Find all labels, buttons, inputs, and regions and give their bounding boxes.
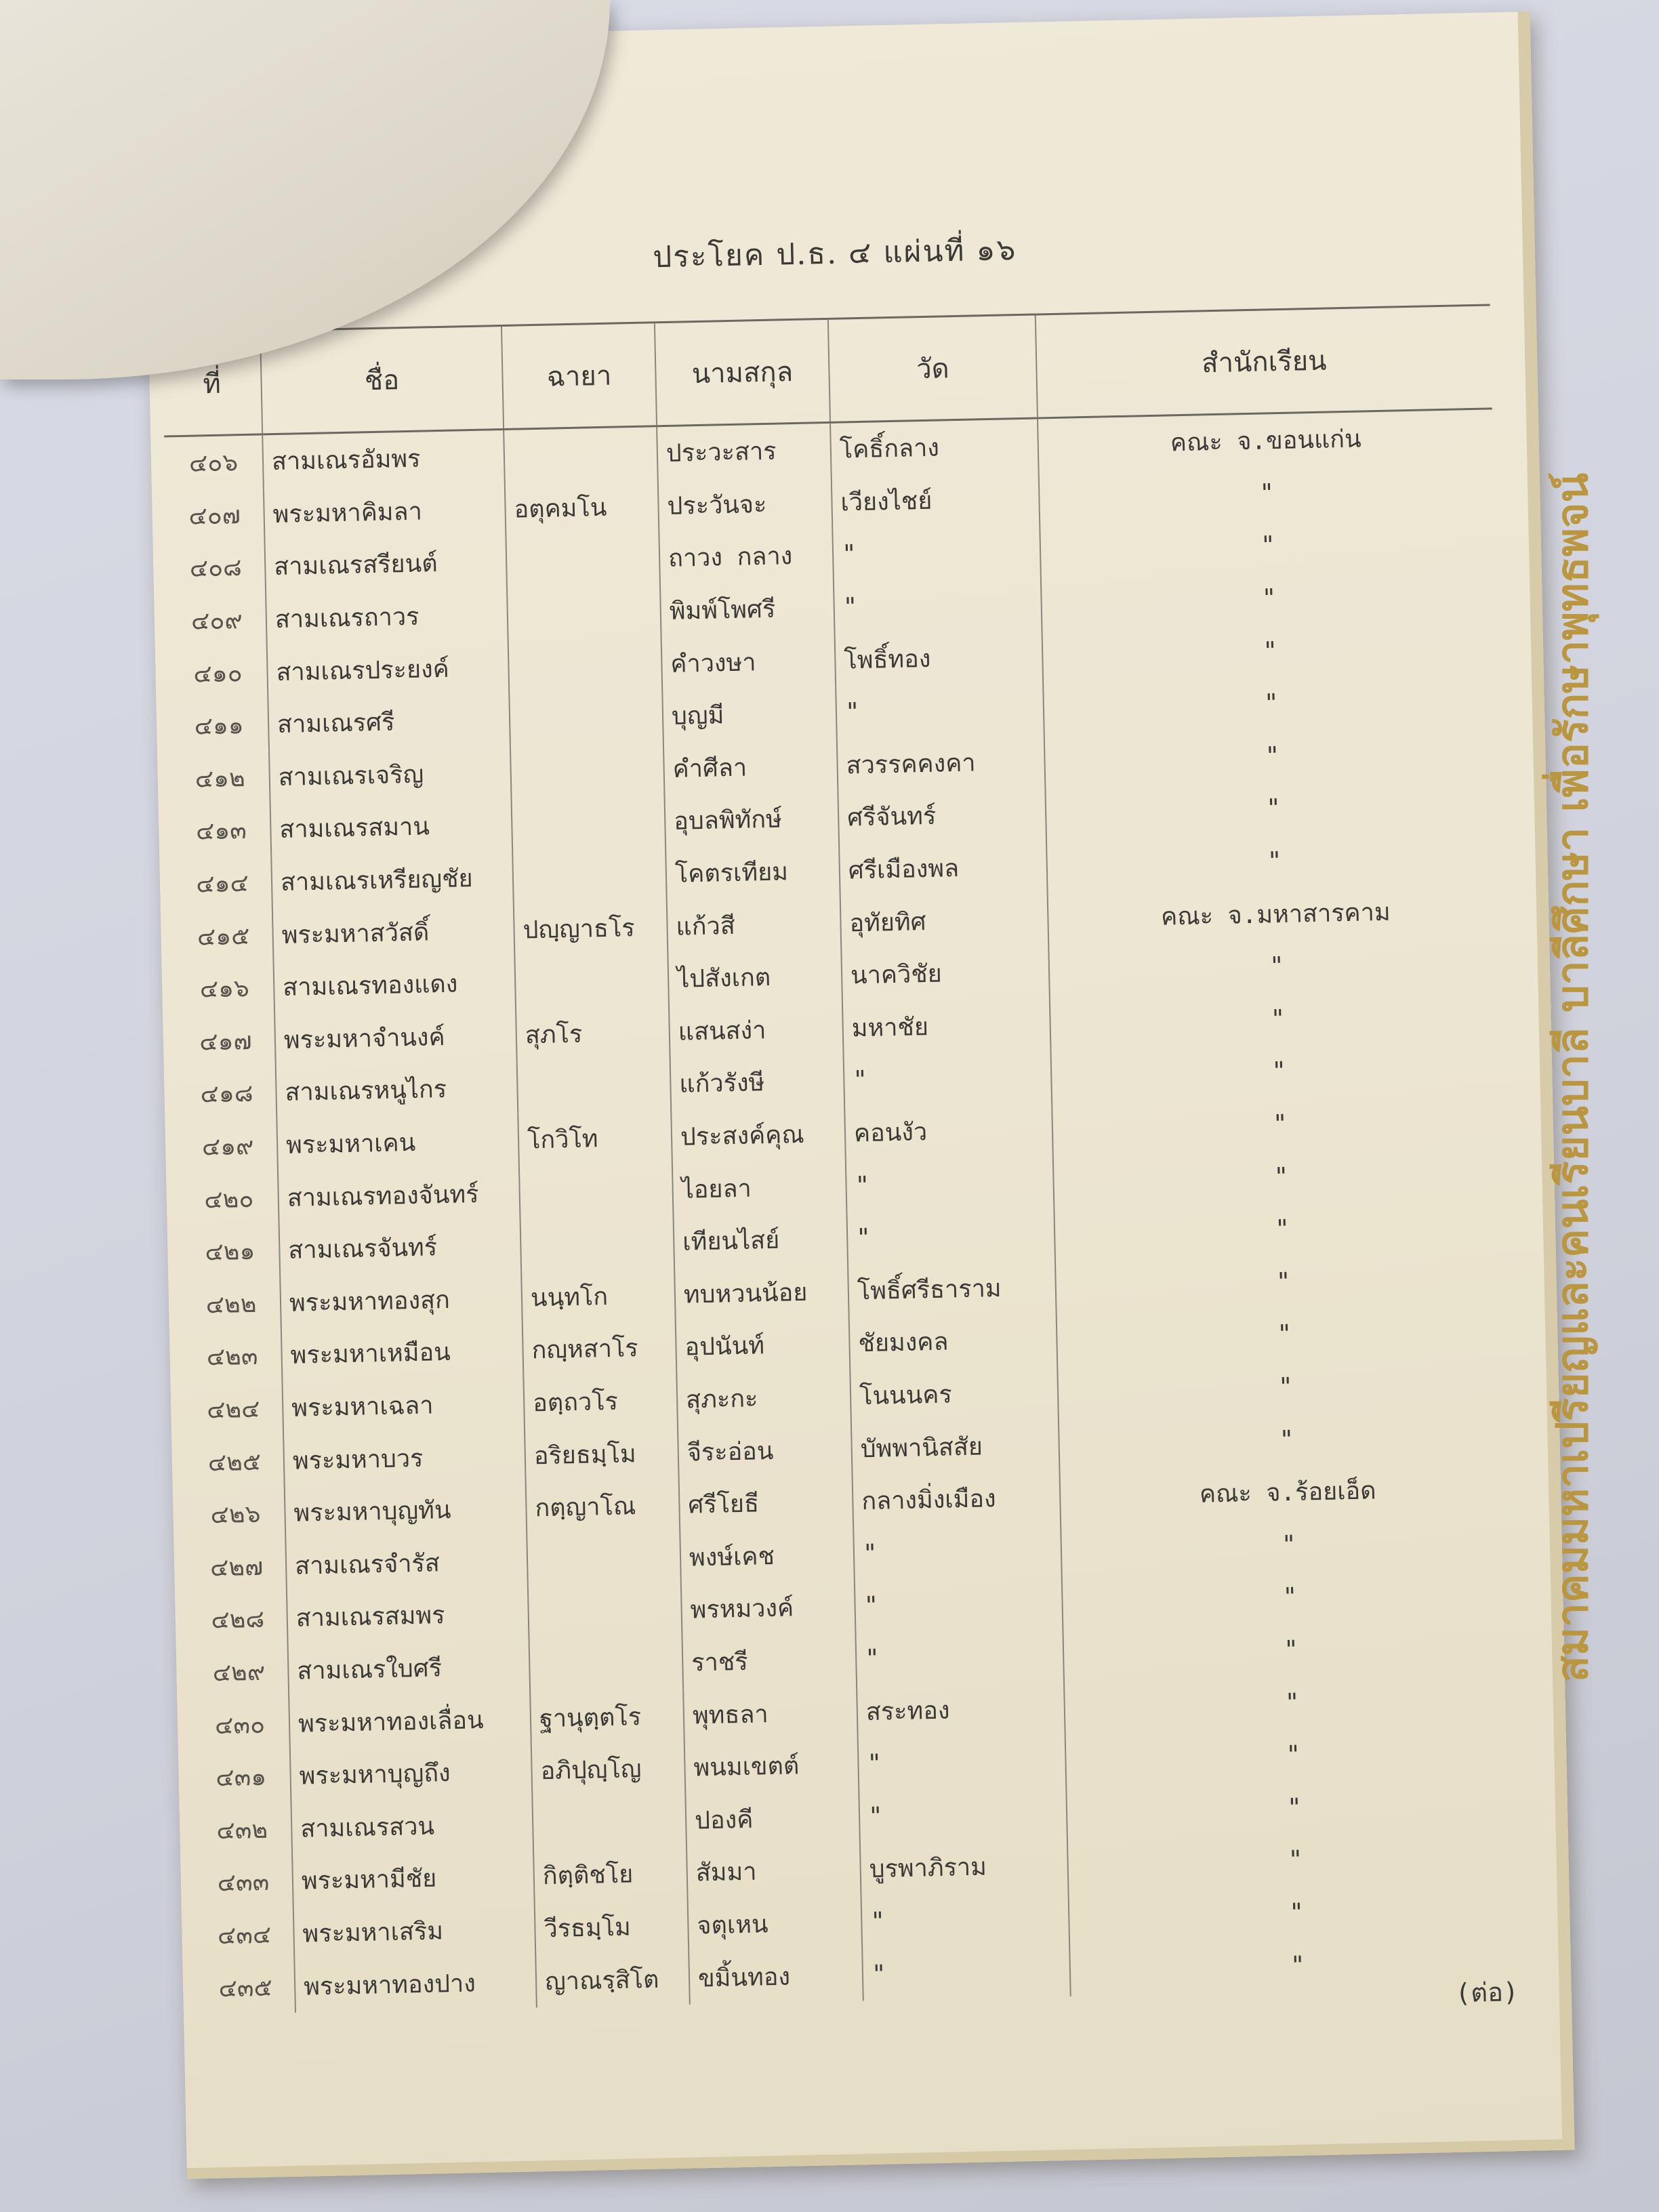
cell-wat: ชัยมงคล: [849, 1313, 1058, 1370]
cell-wat: โนนนคร: [850, 1366, 1059, 1422]
cell-surname: โคตรเทียม: [665, 844, 840, 900]
cell-school: ": [1043, 672, 1498, 735]
cell-name: สามเณรสมพร: [287, 1587, 529, 1645]
cell-chaya: [509, 690, 663, 745]
cell-surname: พิมพ์โพศรี: [660, 581, 835, 638]
cell-name: สามเณรจันทร์: [279, 1219, 522, 1277]
cell-school: ": [1050, 988, 1505, 1050]
cell-no: ๔๓๒: [216, 1816, 268, 1845]
cell-wat: เวียงไชย์: [832, 472, 1040, 529]
cell-school: ": [1052, 1093, 1507, 1155]
cell-surname: อุปนันท์: [676, 1317, 851, 1374]
cell-surname: บุญมี: [662, 687, 837, 743]
cell-wat: ": [855, 1576, 1063, 1633]
cell-name: สามเณรทองจันทร์: [278, 1166, 520, 1224]
cell-school: ": [1062, 1566, 1517, 1629]
cell-chaya: [517, 1058, 672, 1113]
cell-school: ": [1065, 1724, 1521, 1786]
cell-name: พระมหาทองเลื่อน: [289, 1692, 531, 1750]
cell-surname: ไอยลา: [672, 1160, 847, 1216]
cell-surname: คำวงษา: [661, 634, 836, 690]
cell-name: พระมหาเคน: [276, 1113, 519, 1171]
header-surname: นามสกุล: [655, 319, 830, 426]
cell-school: ": [1067, 1829, 1523, 1891]
cell-name: สามเณรใบศรี: [288, 1639, 531, 1697]
cell-surname: เทียนไสย์: [673, 1212, 848, 1269]
cell-school: คณะ จ.มหาสารคาม: [1048, 883, 1503, 945]
cell-chaya: กตฺญาโณ: [526, 1479, 680, 1534]
cell-no: ๔๓๕: [218, 1973, 273, 2003]
cell-surname: แก้วรังษี: [670, 1054, 845, 1111]
cell-wat: ": [858, 1734, 1067, 1790]
cell-name: พระมหามีชัย: [292, 1850, 535, 1908]
cell-name: สามเณรสรียนต์: [264, 535, 507, 593]
page-title: ประโยค ป.ธ. ๔ แผ่นที่ ๑๖: [652, 232, 1017, 275]
cell-school: ": [1053, 1145, 1509, 1208]
cell-surname: แก้วสี: [667, 897, 842, 953]
cell-surname: จีระอ่อน: [678, 1422, 853, 1479]
cell-no: ๔๒๔: [206, 1395, 260, 1425]
cell-school: ": [1045, 777, 1500, 840]
cell-name: พระมหาทองสุก: [280, 1271, 523, 1329]
cell-chaya: สุภโร: [516, 1006, 670, 1061]
cell-wat: ": [834, 577, 1042, 634]
cell-wat: บัพพานิสสัย: [851, 1418, 1060, 1475]
cell-chaya: [506, 532, 660, 588]
cell-surname: พรหมวงค์: [681, 1580, 856, 1637]
cell-surname: แสนสง่า: [669, 1002, 844, 1058]
cell-surname: ประวันจะ: [658, 476, 833, 532]
cell-chaya: อตุคมโน: [505, 480, 659, 535]
cell-chaya: [508, 638, 663, 693]
cell-surname: ศรีโยธี: [679, 1475, 854, 1531]
cell-school: ": [1044, 725, 1500, 787]
cell-no: ๔๑๓: [195, 817, 247, 846]
results-table: [162, 304, 1525, 2014]
cell-chaya: [510, 743, 665, 798]
cell-no: ๔๒๒: [205, 1290, 257, 1319]
cell-wat: สวรรคคงคา: [837, 735, 1046, 792]
cell-name: พระมหาบุญถึง: [290, 1744, 533, 1802]
cell-no: ๔๑๖: [199, 975, 250, 1004]
cell-chaya: โกวิโท: [518, 1111, 672, 1166]
cell-no: ๔๑๔: [195, 869, 249, 899]
cell-chaya: [514, 953, 669, 1008]
cell-school: คณะ จ.ร้อยเอ็ด: [1059, 1461, 1515, 1523]
cell-school: ": [1059, 1408, 1514, 1471]
cell-chaya: วีรธมฺโม: [535, 1899, 689, 1954]
cell-surname: ถาวง กลาง: [659, 529, 834, 585]
cell-school: ": [1061, 1514, 1516, 1576]
cell-no: ๔๒๓: [206, 1343, 258, 1372]
cell-surname: พงษ์เคช: [680, 1528, 855, 1584]
cell-surname: ประสงค์คุณ: [671, 1107, 846, 1163]
cell-name: สามเณรประยงค์: [267, 640, 510, 698]
cell-name: สามเณรเจริญ: [269, 745, 512, 803]
cell-wat: ศรีจันทร์: [838, 787, 1046, 844]
cell-name: สามเณรถาวร: [266, 588, 508, 646]
cell-wat: คอนงัว: [844, 1103, 1053, 1160]
cell-no: ๔๐๖: [188, 449, 239, 478]
cell-name: สามเณรศรี: [268, 693, 510, 751]
cell-wat: ศรีเมืองพล: [839, 840, 1048, 897]
cell-no: ๔๑๗: [199, 1027, 252, 1057]
cell-school: ": [1054, 1198, 1509, 1261]
cell-school: ": [1042, 620, 1497, 682]
cell-surname: คำศีลา: [663, 739, 838, 795]
cell-surname: จตุเหน: [688, 1896, 863, 1952]
cell-name: พระมหาทองปาง: [294, 1955, 537, 2013]
cell-name: พระมหาเฉลา: [282, 1376, 525, 1434]
cell-surname: ทบหวนน้อย: [674, 1265, 849, 1321]
header-wat: วัด: [828, 314, 1038, 422]
cell-name: พระมหาบุญทัน: [285, 1481, 527, 1539]
continued-note: (ต่อ): [1455, 1977, 1519, 2009]
cell-surname: ขมิ้นทอง: [689, 1948, 863, 2005]
cell-chaya: อตฺถวโร: [523, 1374, 678, 1429]
cell-wat: โพธิ์ศรีธาราม: [848, 1261, 1057, 1317]
cell-school: ": [1068, 1882, 1523, 1944]
cell-no: ๔๒๕: [207, 1448, 262, 1477]
cell-no: ๔๒๗: [209, 1553, 264, 1582]
cell-chaya: [532, 1794, 687, 1849]
cell-surname: พนมเขตต์: [684, 1738, 859, 1794]
header-chaya: ฉายา: [501, 323, 657, 430]
cell-wat: บูรพาภิราม: [860, 1839, 1069, 1896]
cell-school: ": [1057, 1303, 1512, 1366]
cell-name: สามเณรหนูไกร: [276, 1061, 518, 1119]
cell-chaya: [527, 1531, 681, 1586]
watermark-text: สมาคมมหาเปรียญและคนเรียนบาลี บาลีศึกษา เพื่อรักษาพุทธพจน์: [1548, 472, 1598, 1683]
cell-wat: ": [861, 1891, 1070, 1948]
cell-school: ": [1055, 1251, 1511, 1313]
cell-chaya: [512, 848, 667, 903]
cell-surname: สัมมา: [687, 1843, 861, 1899]
cell-wat: มหาชัย: [842, 998, 1051, 1054]
cell-surname: ปองคี: [685, 1790, 860, 1847]
cell-name: พระมหาเหมือน: [281, 1324, 524, 1382]
cell-chaya: [504, 426, 658, 483]
cell-wat: ": [853, 1523, 1062, 1580]
cell-no: ๔๓๔: [217, 1921, 272, 1950]
cell-surname: ไปสังเกต: [668, 949, 842, 1006]
cell-no: ๔๒๘: [211, 1605, 265, 1635]
cell-wat: ": [844, 1050, 1052, 1107]
cell-chaya: กิตฺติชโย: [533, 1847, 688, 1902]
cell-school: ": [1050, 1040, 1506, 1103]
cell-chaya: นนฺทโก: [521, 1268, 676, 1324]
cell-no: ๔๒๑: [205, 1237, 255, 1267]
cell-name: พระมหาเสริม: [293, 1902, 536, 1960]
cell-chaya: [529, 1636, 684, 1692]
cell-no: ๔๑๑: [194, 712, 245, 741]
cell-no: ๔๓๑: [215, 1763, 267, 1793]
cell-no: ๔๓๓: [217, 1868, 270, 1898]
cell-chaya: [519, 1163, 674, 1218]
cell-wat: โคธิ์กลาง: [830, 418, 1039, 476]
cell-name: สามเณรเหรียญชัย: [271, 851, 514, 909]
cell-chaya: ปญฺญาธโร: [514, 900, 668, 956]
cell-surname: ประวะสาร: [657, 422, 832, 479]
cell-surname: สุภะกะ: [676, 1370, 851, 1426]
cell-wat: ": [862, 1944, 1071, 2001]
cell-school: ": [1064, 1671, 1519, 1734]
cell-wat: ": [855, 1629, 1064, 1685]
cell-school: ": [1040, 515, 1495, 577]
cell-no: ๔๒๙: [212, 1658, 266, 1687]
cell-wat: โพธิ์ทอง: [835, 630, 1044, 687]
header-name: ชื่อ: [260, 325, 504, 434]
cell-wat: ": [836, 682, 1044, 739]
header-school: สำนักเรียน: [1036, 305, 1492, 418]
cell-school: ": [1041, 567, 1496, 630]
cell-no: ๔๑๙: [201, 1132, 254, 1162]
cell-chaya: [528, 1584, 682, 1639]
cell-no: ๔๐๘: [189, 554, 243, 583]
cell-name: พระมหาจำนงค์: [274, 1008, 517, 1066]
cell-no: ๔๐๗: [188, 501, 241, 531]
cell-chaya: กญฺหสาโร: [523, 1321, 677, 1376]
cell-chaya: ญาณรฺสิโต: [535, 1952, 690, 2007]
cell-wat: นาควิชัย: [841, 945, 1050, 1002]
cell-name: พระมหาสวัสดิ์: [272, 903, 515, 961]
cell-surname: อุบลพิทักษ์: [664, 792, 839, 848]
cell-school: ": [1066, 1776, 1521, 1839]
cell-school: ": [1057, 1356, 1513, 1418]
cell-chaya: [507, 585, 661, 640]
cell-name: พระมหาคิมลา: [264, 483, 506, 541]
document-page: [142, 12, 1575, 2179]
cell-wat: ": [832, 525, 1041, 581]
cell-wat: อุทัยทิศ: [840, 893, 1049, 949]
header-no: ที่: [162, 331, 262, 436]
cell-school: ": [1069, 1934, 1525, 1996]
cell-chaya: ฐานุตฺตโร: [530, 1689, 684, 1744]
cell-wat: ": [846, 1208, 1055, 1265]
cell-no: ๔๒๖: [210, 1500, 261, 1530]
cell-name: สามเณรสวน: [291, 1797, 533, 1855]
cell-no: ๔๓๐: [214, 1711, 266, 1740]
cell-wat: ": [846, 1155, 1054, 1212]
cell-no: ๔๒๐: [203, 1185, 254, 1214]
cell-surname: พุทธลา: [683, 1685, 858, 1742]
cell-chaya: [520, 1216, 675, 1271]
cell-no: ๔๑๕: [197, 922, 250, 951]
cell-school: ": [1063, 1619, 1518, 1681]
cell-school: ": [1048, 935, 1504, 998]
cell-name: พระมหาบวร: [283, 1429, 526, 1487]
cell-chaya: [512, 795, 666, 851]
cell-no: ๔๑๐: [193, 659, 243, 689]
cell-chaya: อภิปุญฺโญ: [531, 1742, 686, 1797]
cell-wat: กลางมิ่งเมือง: [853, 1471, 1061, 1528]
cell-name: สามเณรทองแดง: [273, 956, 516, 1014]
cell-school: ": [1046, 830, 1502, 893]
cell-no: ๔๑๒: [194, 764, 246, 794]
cell-no: ๔๐๙: [190, 607, 243, 636]
cell-school: คณะ จ.ขอนแก่น: [1038, 409, 1494, 472]
watermark: [1532, 434, 1613, 1721]
cell-name: สามเณรอัมพร: [262, 429, 505, 488]
cell-no: ๔๑๘: [200, 1080, 253, 1109]
cell-name: สามเณรจำรัส: [285, 1534, 528, 1592]
cell-wat: สระทอง: [857, 1681, 1065, 1738]
cell-school: ": [1039, 462, 1494, 525]
cell-surname: ราชรี: [682, 1633, 857, 1689]
cell-name: สามเณรสมาน: [270, 798, 513, 856]
cell-wat: ": [859, 1786, 1067, 1843]
cell-chaya: อริยธมฺโม: [525, 1426, 679, 1481]
